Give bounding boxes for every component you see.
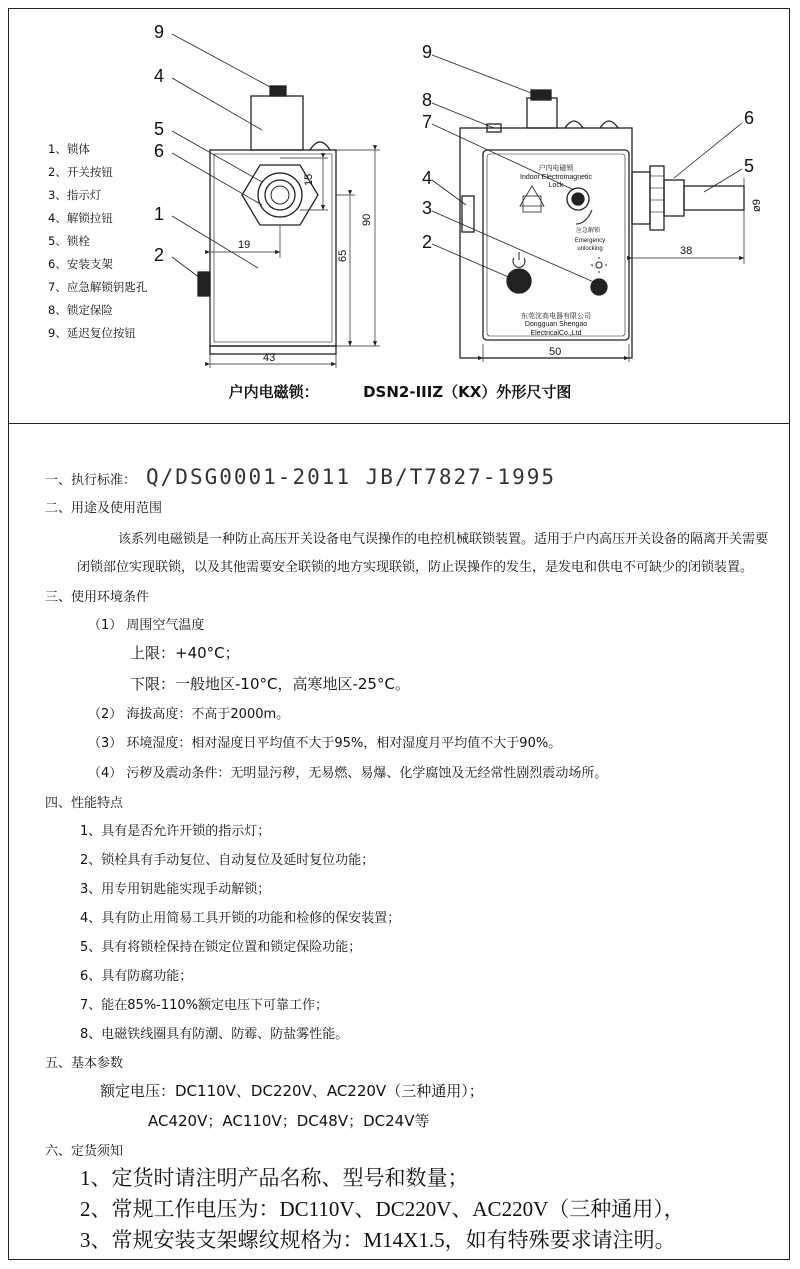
section-1-label: 一、执行标准： Q/DSG0001-2011 JB/T7827-1995 xyxy=(45,465,557,489)
caption-product: 户内电磁锁： xyxy=(228,383,319,401)
parts-legend xyxy=(48,138,147,345)
panel-maker-cn: 东莞沈高电器有限公司 xyxy=(521,313,591,320)
legend-item: 5、锁栓 xyxy=(48,234,90,248)
usage-paragraph-line-1: 该系列电磁锁是一种防止高压开关设备电气误操作的电控机械联锁装置。适用于户内高压开关设备的隔离开关需要 xyxy=(118,532,769,547)
section-4-label: 四、性能特点 xyxy=(45,796,124,811)
panel-title-en2: Lock xyxy=(548,182,564,189)
dim-65: 65 xyxy=(337,249,349,262)
legend-item: 9、延迟复位按钮 xyxy=(48,326,136,340)
left-unlock-knob xyxy=(251,96,303,150)
right-delay-reset-button xyxy=(531,90,551,100)
feature-item: 5、具有将锁栓保持在锁定位置和锁定保险功能； xyxy=(80,940,362,955)
dim-19: 19 xyxy=(238,239,251,251)
env-item-3: （3） 环境湿度：相对湿度日平均值不大于95%，相对湿度月平均值不大于90%。 xyxy=(88,736,562,751)
panel-emergency-en1: Emergency xyxy=(574,238,606,244)
panel-maker-en2: ElectricalCo.,Ltd xyxy=(530,330,582,337)
left-callout-6: 6 xyxy=(154,141,165,161)
section-3-label: 三、使用环境条件 xyxy=(45,590,150,605)
right-lock-bolt xyxy=(684,186,744,210)
rated-voltage-line-2: AC420V；AC110V；DC48V；DC24V等 xyxy=(148,1112,430,1130)
right-callout-7: 7 xyxy=(422,112,433,132)
brand-logo xyxy=(523,196,541,212)
rated-voltage-line-1: 额定电压：DC110V、DC220V、AC220V（三种通用）； xyxy=(100,1082,484,1100)
env-item-1: （1） 周围空气温度 xyxy=(88,618,205,633)
left-callout-5: 5 xyxy=(154,119,165,139)
indicator-lamp xyxy=(591,279,607,295)
right-callout-9: 9 xyxy=(422,42,433,62)
panel-title-cn: 户内电磁锁 xyxy=(538,165,574,172)
light-icon xyxy=(596,262,602,268)
feature-item: 3、用专用钥匙能实现手动解锁； xyxy=(80,882,271,897)
dim-38: 38 xyxy=(680,245,693,257)
env-temp-upper: 上限：+40°C； xyxy=(130,644,240,662)
dim-50: 50 xyxy=(549,346,562,358)
feature-item: 1、具有是否允许开锁的指示灯； xyxy=(80,824,271,839)
feature-item: 8、电磁铁线圈具有防潮、防霉、防盐雾性能。 xyxy=(80,1027,349,1042)
env-item-4: （4） 污秽及震动条件：无明显污秽，无易燃、易爆、化学腐蚀及无经常性剧烈震动场所。 xyxy=(88,766,608,781)
order-note: 3、常规安装支架螺纹规格为：M14X1.5，如有特殊要求请注明。 xyxy=(80,1228,676,1252)
drawing-caption xyxy=(0,381,800,402)
panel-maker-en1: Dongguan Shengao xyxy=(524,321,588,328)
feature-item: 7、能在85%-110%额定电压下可靠工作； xyxy=(80,998,329,1013)
panel-title-en1: Indoor Electromagnetic xyxy=(520,174,592,181)
legend-item: 1、锁体 xyxy=(48,142,90,156)
legend-item: 4、解锁拉钮 xyxy=(48,211,113,225)
usage-paragraph-line-2: 闭锁部位实现联锁，以及其他需要安全联锁的地方实现联锁，防止误操作的发生，是发电和供电不可缺少的闭锁装置。 xyxy=(77,560,754,575)
dim-15: 15 xyxy=(303,173,315,186)
legend-item: 6、安装支架 xyxy=(48,257,113,271)
panel-emergency-en2: unlocking xyxy=(577,246,603,252)
caption-model: DSN2-IIIZ（KX）外形尺寸图 xyxy=(363,383,572,401)
right-callout-6: 6 xyxy=(744,108,755,128)
legend-item: 8、锁定保险 xyxy=(48,303,113,317)
right-callout-5: 5 xyxy=(744,156,755,176)
right-callout-8: 8 xyxy=(422,90,433,110)
section-6-label: 六、定货须知 xyxy=(45,1144,124,1159)
feature-item: 2、锁栓具有手动复位、自动复位及延时复位功能； xyxy=(80,853,375,868)
left-callout-9: 9 xyxy=(154,22,165,42)
dim-90: 90 xyxy=(361,213,373,226)
panel-emergency-cn: 应急解锁 xyxy=(575,228,601,234)
feature-item: 6、具有防腐功能； xyxy=(80,969,193,984)
left-callout-2: 2 xyxy=(154,245,165,265)
left-switch-button xyxy=(198,272,210,296)
order-note: 2、常规工作电压为：DC110V、DC220V、AC220V（三种通用）， xyxy=(80,1197,685,1221)
left-delay-reset-button xyxy=(270,86,286,96)
env-temp-lower: 下限：一般地区-10°C，高寒地区-25°C。 xyxy=(130,675,410,693)
feature-item: 4、具有防止用简易工具开锁的功能和检修的保安装置； xyxy=(80,911,401,926)
right-callout-3: 3 xyxy=(422,198,433,218)
legend-item: 3、指示灯 xyxy=(48,188,102,202)
legend-item: 7、应急解锁钥匙孔 xyxy=(48,280,148,294)
standard-codes: Q/DSG0001-2011 JB/T7827-1995 xyxy=(146,465,557,489)
dim-43: 43 xyxy=(263,352,276,364)
legend-item: 2、开关按钮 xyxy=(48,165,113,179)
order-note: 1、定货时请注明产品名称、型号和数量； xyxy=(80,1166,469,1190)
dim-diameter-9: ø9 xyxy=(751,199,763,212)
switch-button xyxy=(507,269,531,293)
right-callout-4: 4 xyxy=(422,168,433,188)
section-5-label: 五、基本参数 xyxy=(45,1056,124,1071)
right-callout-2: 2 xyxy=(422,232,433,252)
left-lock-body xyxy=(210,150,336,346)
left-callout-4: 4 xyxy=(154,66,165,86)
right-mounting-bracket xyxy=(650,166,664,230)
section-2-label: 二、用途及使用范围 xyxy=(45,501,163,516)
left-callout-1: 1 xyxy=(154,204,165,224)
env-item-2: （2） 海拔高度：不高于2000m。 xyxy=(88,707,290,722)
